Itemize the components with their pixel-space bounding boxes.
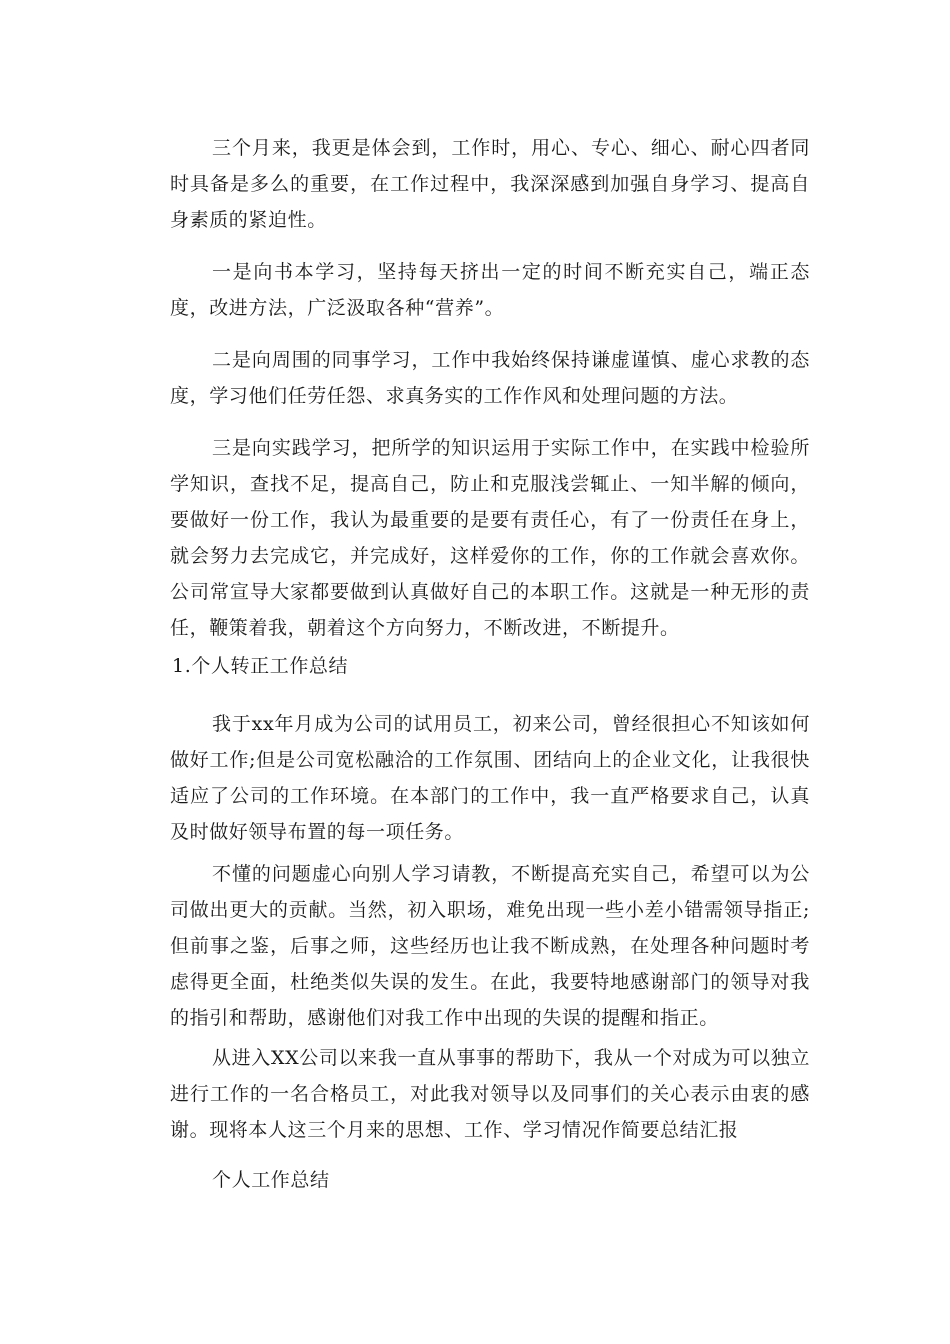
section-heading: 1.个人转正工作总结 bbox=[172, 655, 349, 677]
paragraph-learn-from-colleagues: 二是向周围的同事学习，工作中我始终保持谦虚谨慎、虚心求教的态度，学习他们任劳任怨、求真务实的工作作风和处理问题的方法。 bbox=[170, 349, 810, 407]
paragraph-three-months: 三个月来，我更是体会到，工作时，用心、专心、细心、耐心四者同时具备是多么的重要，在工作过程中，我深深感到加强自身学习、提高自身素质的紧迫性。 bbox=[170, 137, 810, 231]
paragraph-ask-for-advice: 不懂的问题虚心向别人学习请教，不断提高充实自己，希望可以为公司做出更大的贡献。当然，初入职场，难免出现一些小差小错需领导指正;但前事之鉴，后事之师，这些经历也让我不断成熟，在处理各种问题时考虑得更全面，杜绝类似失误的发生。在此，我要特地感谢部门的领导对我的指引和帮助，感谢他们对我工作中出现的失误的提醒和指正。 bbox=[170, 863, 810, 1029]
paragraph-learn-from-books: 一是向书本学习，坚持每天挤出一定的时间不断充实自己，端正态度，改进方法，广泛汲取各种“营养”。 bbox=[170, 261, 810, 319]
paragraph-joined-company: 我于xx年月成为公司的试用员工，初来公司，曾经很担心不知该如何做好工作;但是公司宽松融洽的工作氛围、团结向上的企业文化，让我很快适应了公司的工作环境。在本部门的工作中，我一直严格要求自己，认真及时做好领导布置的每一项任务。 bbox=[170, 713, 810, 843]
paragraph-since-joining: 从进入XX公司以来我一直从事事的帮助下，我从一个对成为可以独立进行工作的一名合格员工，对此我对领导以及同事们的关心表示由衷的感谢。现将本人这三个月来的思想、工作、学习情况作简要总结汇报 bbox=[170, 1047, 810, 1141]
paragraph-learn-from-practice: 三是向实践学习，把所学的知识运用于实际工作中，在实践中检验所学知识，查找不足，提高自己，防止和克服浅尝辄止、一知半解的倾向，要做好一份工作，我认为最重要的是要有责任心，有了一份责任在身上，就会努力去完成它，并完成好，这样爱你的工作，你的工作就会喜欢你。公司常宣导大家都要做到认真做好自己的本职工作。这就是一种无形的责任，鞭策着我，朝着这个方向努力，不断改进，不断提升。 bbox=[170, 437, 810, 639]
final-heading: 个人工作总结 bbox=[212, 1169, 330, 1191]
